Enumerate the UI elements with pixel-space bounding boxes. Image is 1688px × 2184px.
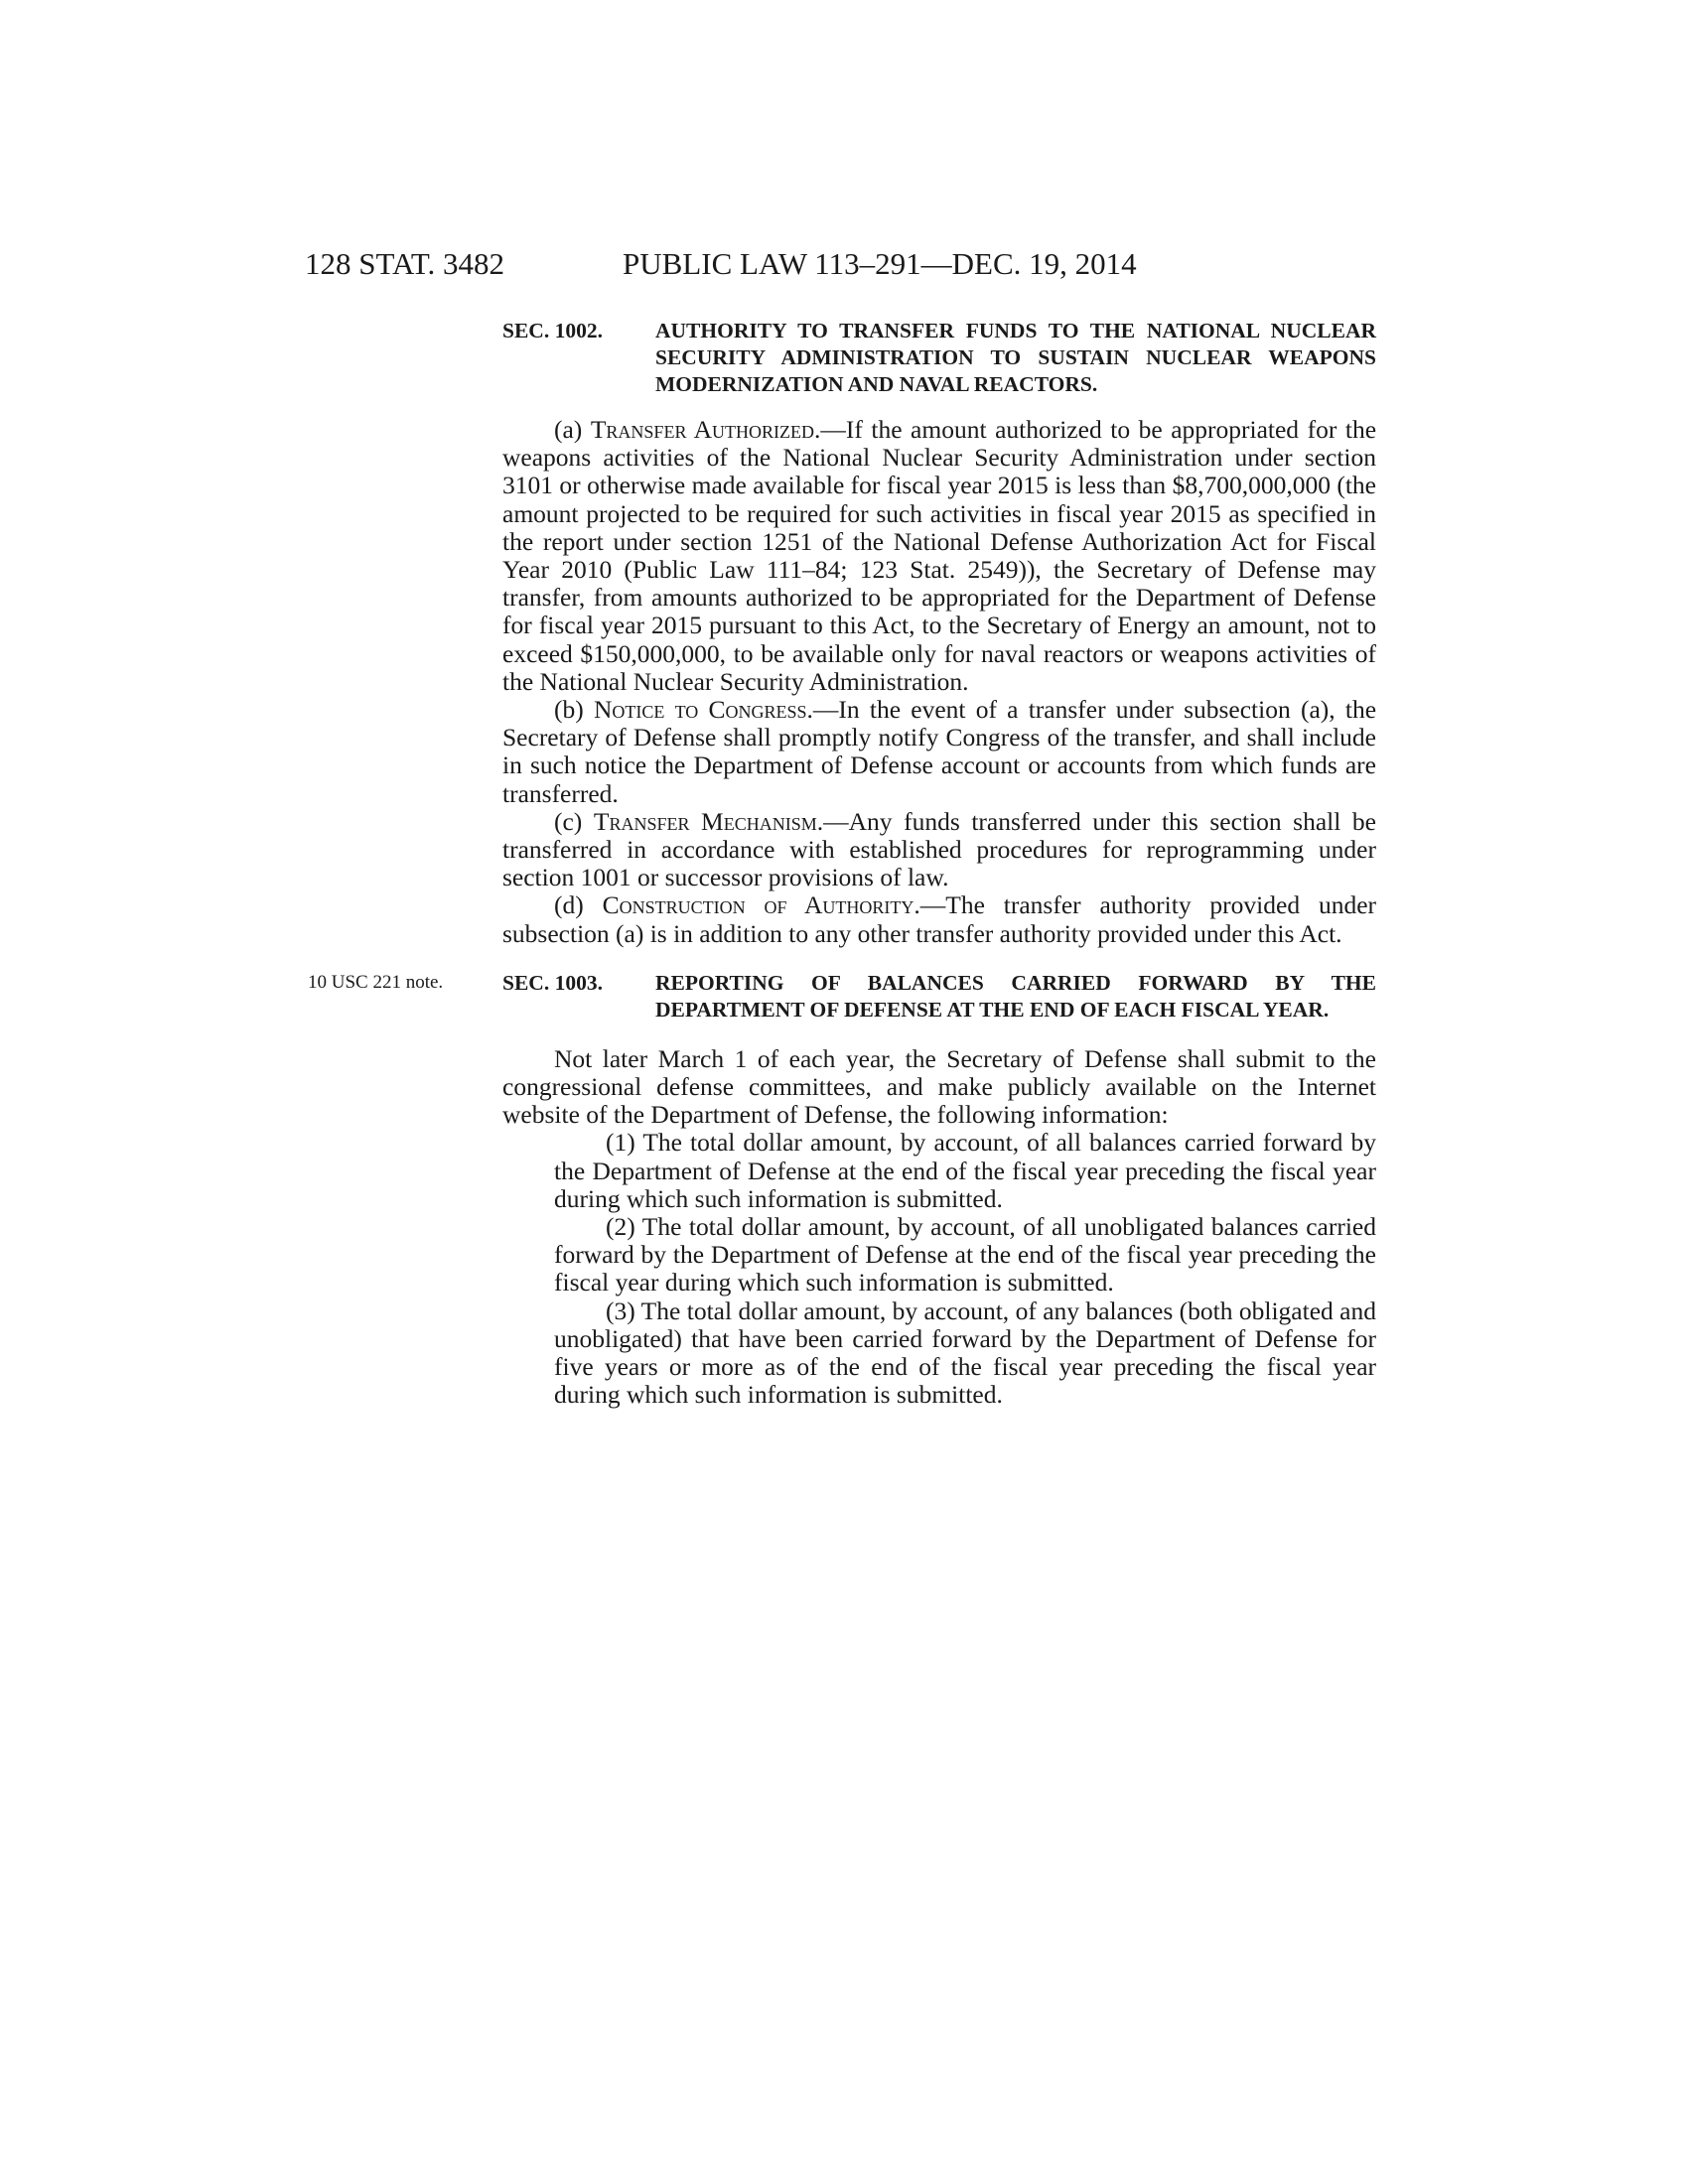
section-1003-number: SEC. 1003. (502, 970, 603, 995)
section-1002-heading (502, 318, 1376, 398)
subsection-b-text: .—In the event of a transfer under subsection (a), the Secretary of Defense shall promptly notify Congress of the transfer, and shall include in such notice the Department of Defense account or accounts from which funds are transferred. (502, 695, 1377, 808)
section-1003 (308, 970, 1376, 1410)
section-1002-number: SEC. 1002. (502, 319, 603, 342)
subsection-c (502, 808, 1376, 892)
page-header (305, 246, 1365, 286)
text-column (308, 318, 1377, 1410)
list-item-3: (3) The total dollar amount, by account, of any balances (both obligated and unobligated) that have been carried forward by the Department of Defense for five years or more as of the end of the fiscal year preceding the fiscal year during which such information is submitted. (554, 1296, 1376, 1410)
section-1003-title: REPORTING OF BALANCES CARRIED FORWARD BY THE DEPARTMENT OF DEFENSE AT THE END OF EACH FISCAL YEAR. (655, 970, 1376, 1022)
subsection-d-caption: Construction of Authority (602, 890, 914, 920)
stat-reference: 128 STAT. 3482 (305, 246, 505, 281)
running-head-law-title: PUBLIC LAW 113–291—DEC. 19, 2014 (623, 246, 1137, 281)
subsection-b-caption: Notice to Congress (593, 695, 807, 725)
subsection-a-caption: Transfer Authorized (590, 415, 814, 444)
subsection-c-caption: Transfer Mechanism (593, 806, 817, 836)
section-1003-intro: Not later March 1 of each year, the Secretary of Defense shall submit to the congressional defense committees, and make publicly available on the Internet website of the Department of Defense, the following information: (502, 1043, 1376, 1130)
margin-note: 10 USC 221 note. (308, 971, 444, 993)
subsection-d-text: .—The transfer authority provided under subsection (a) is in addition to any other transfer authority provided under this Act. (502, 890, 1377, 948)
subsection-a (502, 416, 1376, 696)
subsection-c-text: .—Any funds transferred under this section shall be transferred in accordance with established procedures for reprogramming under section 1001 or successor provisions of law. (502, 806, 1376, 892)
subsection-b (502, 696, 1376, 808)
subsection-b-label: (b) (554, 695, 594, 725)
section-1002-title: AUTHORITY TO TRANSFER FUNDS TO THE NATIONAL NUCLEAR SECURITY ADMINISTRATION TO SUSTAIN NUCLEAR WEAPONS MODERNIZATION AND NAVAL REACTORS. (655, 319, 1376, 396)
subsection-d (502, 891, 1376, 947)
subsection-a-label: (a) (554, 415, 591, 444)
list-item-2: (2) The total dollar amount, by account, of all unobligated balances carried forward by the Department of Defense at the end of the fiscal year preceding the fiscal year during which such information is submitted. (554, 1212, 1376, 1297)
list-item-1: (1) The total dollar amount, by account, of all balances carried forward by the Department of Defense at the end of the fiscal year preceding the fiscal year during which such information is submitted. (554, 1128, 1376, 1213)
section-1003-heading (502, 970, 1376, 1024)
subsection-a-text: .—If the amount authorized to be appropriated for the weapons activities of the National Nuclear Security Administration under section 3101 or otherwise made available for fiscal year 2015 is less than $8,700,000,000 (the amount projected to be required for such activities in fiscal year 2015 as specified in the report under section 1251 of the National Defense Authorization Act for Fiscal Year 2010 (Public Law 111–84; 123 Stat. 2549)), the Secretary of Defense may transfer, from amounts authorized to be appropriated for the Department of Defense for fiscal year 2015 pursuant to this Act, to the Secretary of Energy an amount, not to exceed $150,000,000, to be available only for naval reactors or weapons activities of the National Nuclear Security Administration. (502, 415, 1377, 696)
subsection-c-label: (c) (554, 806, 594, 836)
subsection-d-label: (d) (554, 890, 603, 920)
